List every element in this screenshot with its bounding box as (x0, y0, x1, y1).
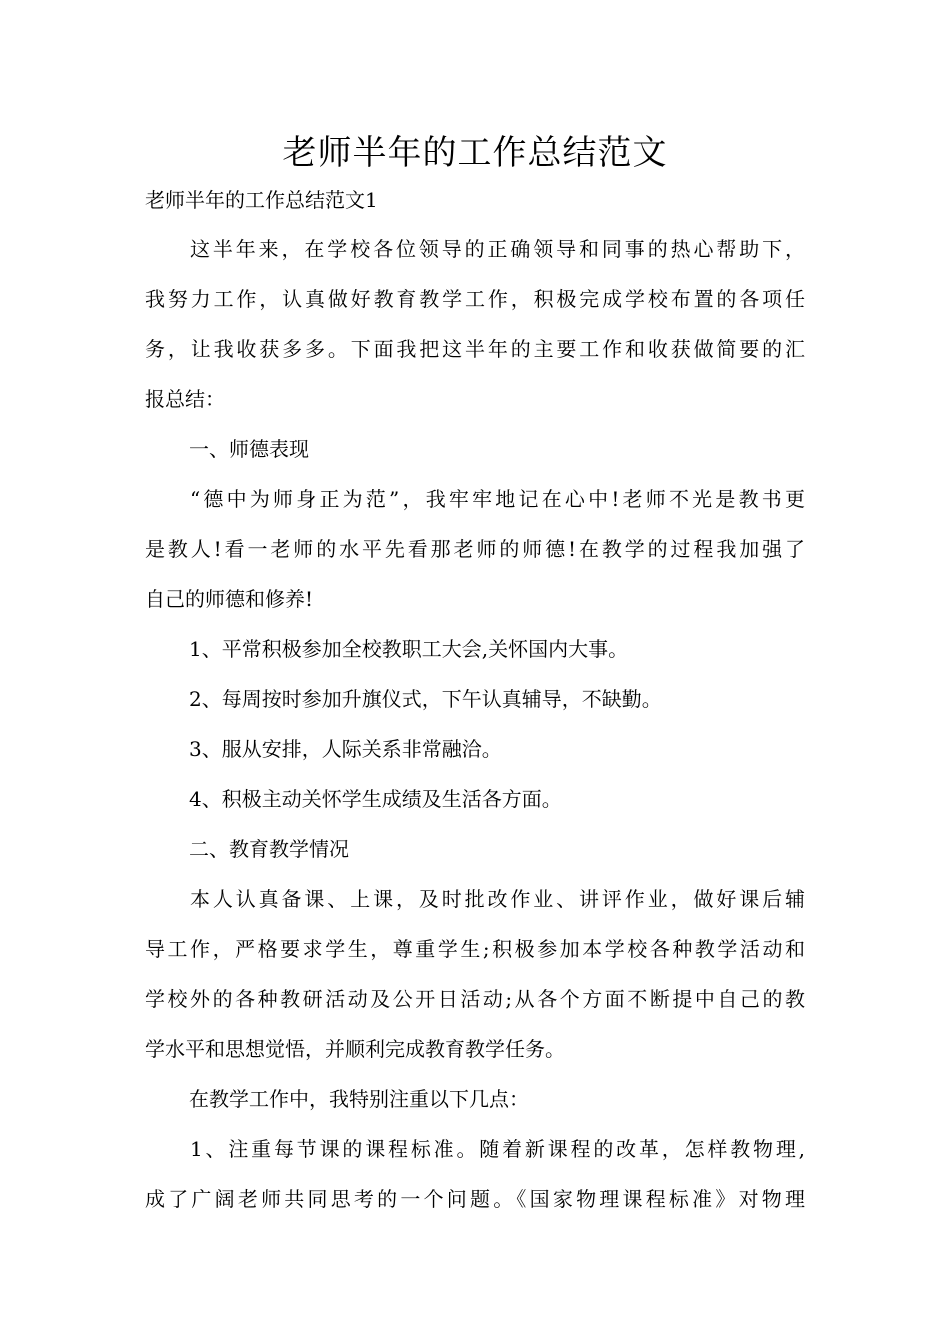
paragraph-line: 报总结： (145, 387, 225, 411)
paragraph-line: 成了广阔老师共同思考的一个问题。《国家物理课程标准》对物理 (145, 1187, 805, 1211)
paragraph-line: 本人认真备课、上课，及时批改作业、讲评作业，做好课后辅 (190, 887, 805, 911)
paragraph-line: “德中为师身正为范”，我牢牢地记在心中!老师不光是教书更 (190, 487, 805, 511)
document-subtitle: 老师半年的工作总结范文1 (145, 188, 378, 212)
paragraph-line: 在教学工作中，我特别注重以下几点： (189, 1087, 529, 1111)
paragraph-line: 务，让我收获多多。下面我把这半年的主要工作和收获做简要的汇 (145, 337, 805, 361)
paragraph-line: 导工作，严格要求学生，尊重学生;积极参加本学校各种教学活动和 (145, 937, 805, 961)
paragraph-line: 自己的师德和修养! (145, 587, 314, 611)
list-item: 3、服从安排，人际关系非常融洽。 (189, 737, 502, 761)
list-item: 4、积极主动关怀学生成绩及生活各方面。 (189, 787, 562, 811)
document-title: 老师半年的工作总结范文 (282, 133, 668, 173)
paragraph-line: 我努力工作，认真做好教育教学工作，积极完成学校布置的各项任 (145, 287, 805, 311)
list-item: 1、注重每节课的课程标准。随着新课程的改革，怎样教物理, (190, 1137, 805, 1161)
paragraph-line: 学水平和思想觉悟，并顺利完成教育教学任务。 (145, 1037, 565, 1061)
paragraph-line: 学校外的各种教研活动及公开日活动;从各个方面不断提中自己的教 (145, 987, 805, 1011)
list-item: 2、每周按时参加升旗仪式，下午认真辅导，不缺勤。 (189, 687, 662, 711)
section-heading: 一、师德表现 (189, 437, 309, 461)
section-heading: 二、教育教学情况 (189, 837, 349, 861)
list-item: 1、平常积极参加全校教职工大会,关怀国内大事。 (189, 637, 629, 661)
paragraph-line: 是教人!看一老师的水平先看那老师的师德!在教学的过程我加强了 (145, 537, 805, 561)
paragraph-line: 这半年来，在学校各位领导的正确领导和同事的热心帮助下， (190, 237, 805, 261)
